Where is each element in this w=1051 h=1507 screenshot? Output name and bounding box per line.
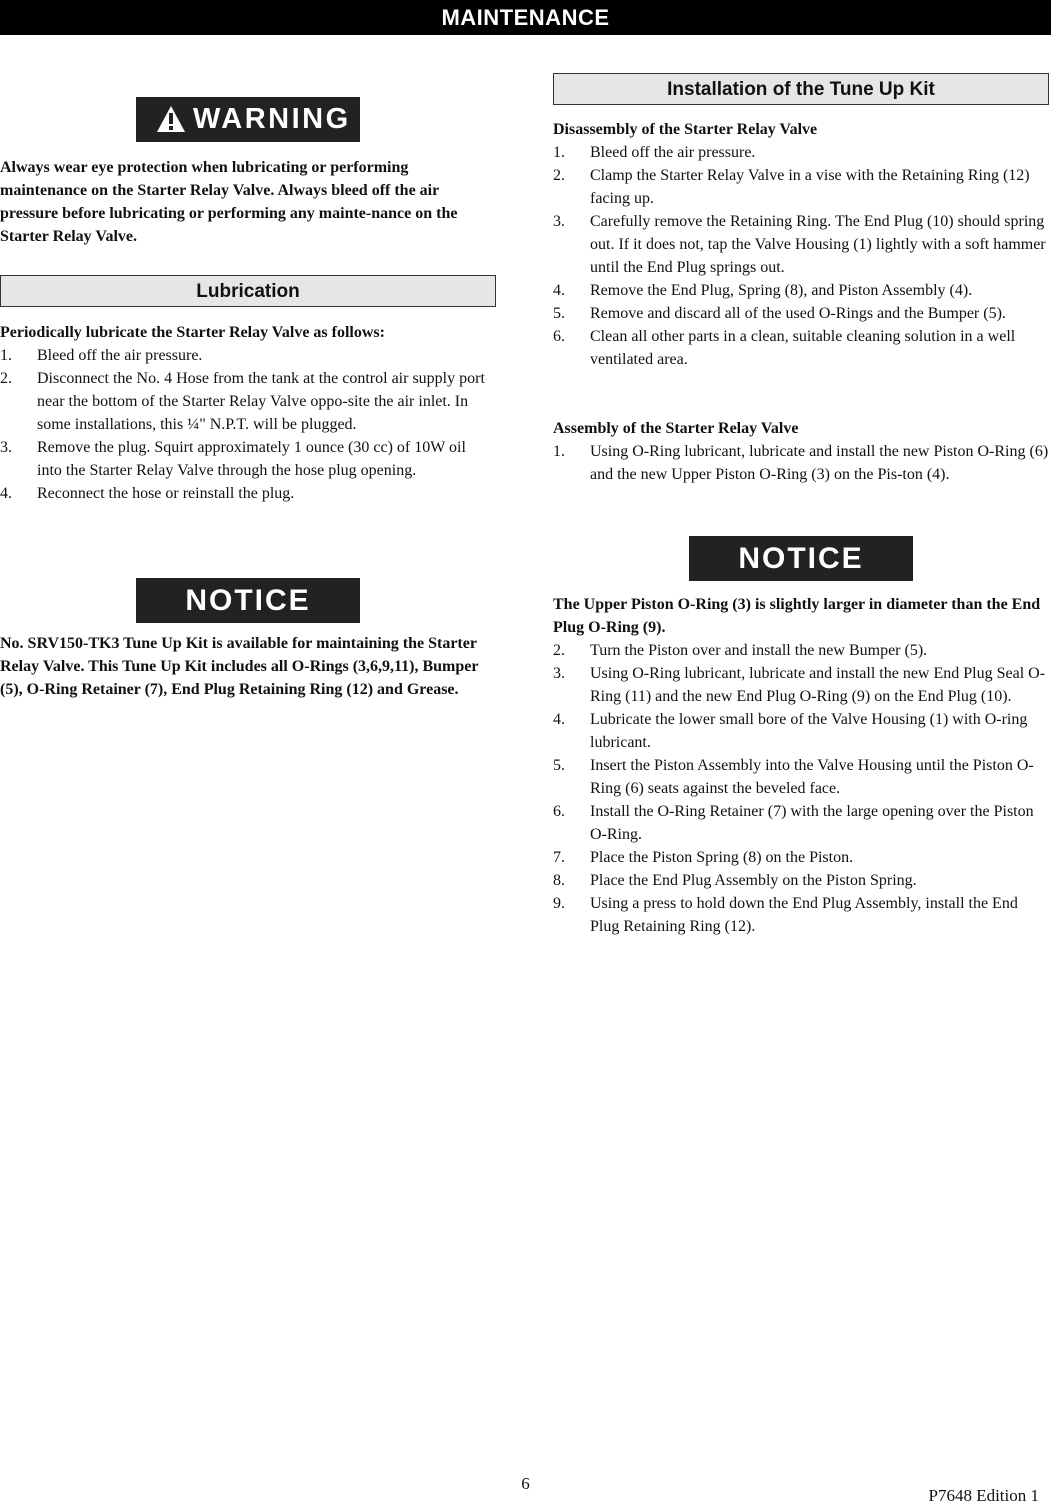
list-item: 4. Reconnect the hose or reinstall the plug. [0, 485, 295, 502]
list-item: 3. Using O-Ring lubricant, lubricate and install the new End Plug Seal O-Ring (11) and the new End Plug O-Ring (9) on the End Plug (10). [553, 665, 1046, 705]
list-item: 1. Bleed off the air pressure. [0, 347, 203, 364]
disassembly-steps [553, 141, 1049, 371]
warning-label: WARNING [193, 103, 351, 135]
assembly-steps-a [553, 440, 1049, 486]
notice-badge: NOTICE [136, 578, 360, 623]
notice-text: The Upper Piston O-Ring (3) is slightly larger in diameter than the End Plug O-Ring (9). [553, 596, 1041, 636]
page-title: MAINTENANCE [0, 0, 1051, 35]
warning-badge [136, 97, 360, 142]
lubrication-steps [0, 344, 494, 505]
list-item: 5. Insert the Piston Assembly into the Valve Housing until the Piston O-Ring (6) seats against the beveled face. [553, 757, 1034, 797]
list-item: 8. Place the End Plug Assembly on the Piston Spring. [553, 872, 917, 889]
list-item: 6. Install the O-Ring Retainer (7) with the large opening over the Piston O-Ring. [553, 803, 1034, 843]
page-number: 6 [521, 1474, 530, 1493]
install-heading: Installation of the Tune Up Kit [553, 73, 1049, 105]
list-item: 3. Carefully remove the Retaining Ring. The End Plug (10) should spring out. If it does not, tap the Valve Housing (1) lightly with a soft hammer until the End Plug springs out. [553, 213, 1046, 276]
assembly-steps-b [553, 639, 1049, 938]
lubrication-heading: Lubrication [0, 275, 496, 307]
list-item: 1. Bleed off the air pressure. [553, 144, 756, 161]
list-item: 1. Using O-Ring lubricant, lubricate and install the new Piston O-Ring (6) and the new Upper Piston O-Ring (3) on the Pis-ton (4). [553, 443, 1049, 483]
warning-triangle-icon [156, 105, 186, 133]
list-item: 6. Clean all other parts in a clean, suitable cleaning solution in a well ventilated area. [553, 328, 1016, 368]
list-item: 4. Remove the End Plug, Spring (8), and Piston Assembly (4). [553, 282, 973, 299]
edition-label: P7648 Edition 1 [928, 1486, 1039, 1505]
list-item: 2. Disconnect the No. 4 Hose from the tank at the control air supply port near the bottom of the Starter Relay Valve oppo-site the air inlet. In some installations, this ¼" N.P.T. will be plugged. [0, 370, 485, 433]
list-item: 9. Using a press to hold down the End Plug Assembly, install the End Plug Retaining Ring (12). [553, 895, 1018, 935]
list-item: 7. Place the Piston Spring (8) on the Piston. [553, 849, 854, 866]
lubrication-intro: Periodically lubricate the Starter Relay Valve as follows: [0, 324, 385, 341]
list-item: 3. Remove the plug. Squirt approximately 1 ounce (30 cc) of 10W oil into the Starter Relay Valve through the hose plug opening. [0, 439, 466, 479]
disassembly-heading: Disassembly of the Starter Relay Valve [553, 121, 818, 138]
list-item: 4. Lubricate the lower small bore of the Valve Housing (1) with O-ring lubricant. [553, 711, 1028, 751]
list-item: 5. Remove and discard all of the used O-Rings and the Bumper (5). [553, 305, 1006, 322]
warning-text: Always wear eye protection when lubricating or performing maintenance on the Starter Relay Valve. Always bleed off the air pressure before lubricating or performing any mainte-nance on the Starter Relay Valve. [0, 159, 458, 245]
notice-text: No. SRV150-TK3 Tune Up Kit is available for maintaining the Starter Relay Valve. This Tune Up Kit includes all O-Rings (3,6,9,11), Bumper (5), O-Ring Retainer (7), End Plug Retaining Ring (12) and Grease. [0, 635, 479, 698]
notice-badge: NOTICE [689, 536, 913, 581]
list-item: 2. Turn the Piston over and install the new Bumper (5). [553, 642, 928, 659]
list-item: 2. Clamp the Starter Relay Valve in a vise with the Retaining Ring (12) facing up. [553, 167, 1030, 207]
assembly-heading: Assembly of the Starter Relay Valve [553, 420, 799, 437]
